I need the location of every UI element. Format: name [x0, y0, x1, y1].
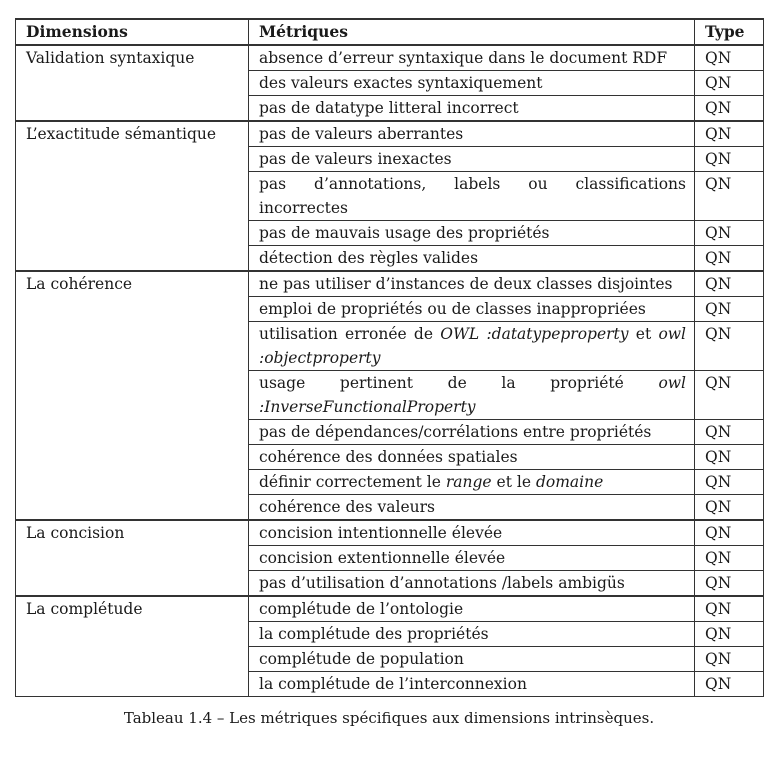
dimension-group [16, 520, 764, 596]
metric-cell: usage pertinent de la propriété owl :InverseFunctionalProperty [249, 371, 695, 420]
dimension-group [16, 121, 764, 271]
type-cell: QN [695, 622, 764, 647]
metric-cell: pas de valeurs inexactes [249, 147, 695, 172]
dimension-group [16, 596, 764, 697]
type-cell: QN [695, 470, 764, 495]
metric-cell: pas d’annotations, labels ou classifications incorrectes [249, 172, 695, 221]
table-header [16, 19, 764, 45]
type-cell: QN [695, 647, 764, 672]
metric-cell: concision extentionnelle élevée [249, 546, 695, 571]
type-cell: QN [695, 596, 764, 622]
dimension-cell: La cohérence [16, 271, 249, 520]
table-row [16, 121, 764, 147]
metric-cell: des valeurs exactes syntaxiquement [249, 71, 695, 96]
type-cell: QN [695, 297, 764, 322]
type-cell: QN [695, 172, 764, 221]
type-cell: QN [695, 96, 764, 122]
dimension-cell: La concision [16, 520, 249, 596]
type-cell: QN [695, 445, 764, 470]
header-dimensions: Dimensions [16, 19, 249, 45]
type-cell: QN [695, 420, 764, 445]
dimension-cell: La complétude [16, 596, 249, 697]
metric-cell: complétude de population [249, 647, 695, 672]
type-cell: QN [695, 495, 764, 521]
dimension-cell: L’exactitude sémantique [16, 121, 249, 271]
metric-cell: pas de valeurs aberrantes [249, 121, 695, 147]
type-cell: QN [695, 672, 764, 697]
type-cell: QN [695, 322, 764, 371]
type-cell: QN [695, 71, 764, 96]
metric-cell: ne pas utiliser d’instances de deux classes disjointes [249, 271, 695, 297]
type-cell: QN [695, 147, 764, 172]
metric-cell: utilisation erronée de OWL :datatypeproperty et owl :objectproperty [249, 322, 695, 371]
metric-cell: cohérence des valeurs [249, 495, 695, 521]
type-cell: QN [695, 546, 764, 571]
metrics-table [15, 18, 764, 697]
metric-cell: détection des règles valides [249, 246, 695, 272]
type-cell: QN [695, 121, 764, 147]
dimension-group [16, 271, 764, 520]
metric-cell: pas de mauvais usage des propriétés [249, 221, 695, 246]
metric-cell: absence d’erreur syntaxique dans le document RDF [249, 45, 695, 71]
metric-cell: cohérence des données spatiales [249, 445, 695, 470]
type-cell: QN [695, 371, 764, 420]
header-type: Type [695, 19, 764, 45]
metric-cell: définir correctement le range et le domaine [249, 470, 695, 495]
dimension-group [16, 45, 764, 121]
document-page [15, 18, 763, 727]
metric-cell: pas de datatype litteral incorrect [249, 96, 695, 122]
table-row [16, 596, 764, 622]
type-cell: QN [695, 271, 764, 297]
metric-cell: pas d’utilisation d’annotations /labels ambigüs [249, 571, 695, 597]
header-metrics: Métriques [249, 19, 695, 45]
metric-cell: la complétude de l’interconnexion [249, 672, 695, 697]
dimension-cell: Validation syntaxique [16, 45, 249, 121]
type-cell: QN [695, 45, 764, 71]
table-row [16, 45, 764, 71]
metric-cell: emploi de propriétés ou de classes inappropriées [249, 297, 695, 322]
metric-cell: la complétude des propriétés [249, 622, 695, 647]
metric-cell: pas de dépendances/corrélations entre propriétés [249, 420, 695, 445]
table-row [16, 271, 764, 297]
metric-cell: concision intentionnelle élevée [249, 520, 695, 546]
type-cell: QN [695, 571, 764, 597]
table-caption: Tableau 1.4 – Les métriques spécifiques aux dimensions intrinsèques. [123, 709, 655, 727]
header-row [16, 19, 764, 45]
type-cell: QN [695, 221, 764, 246]
metric-cell: complétude de l’ontologie [249, 596, 695, 622]
type-cell: QN [695, 246, 764, 272]
type-cell: QN [695, 520, 764, 546]
table-row [16, 520, 764, 546]
